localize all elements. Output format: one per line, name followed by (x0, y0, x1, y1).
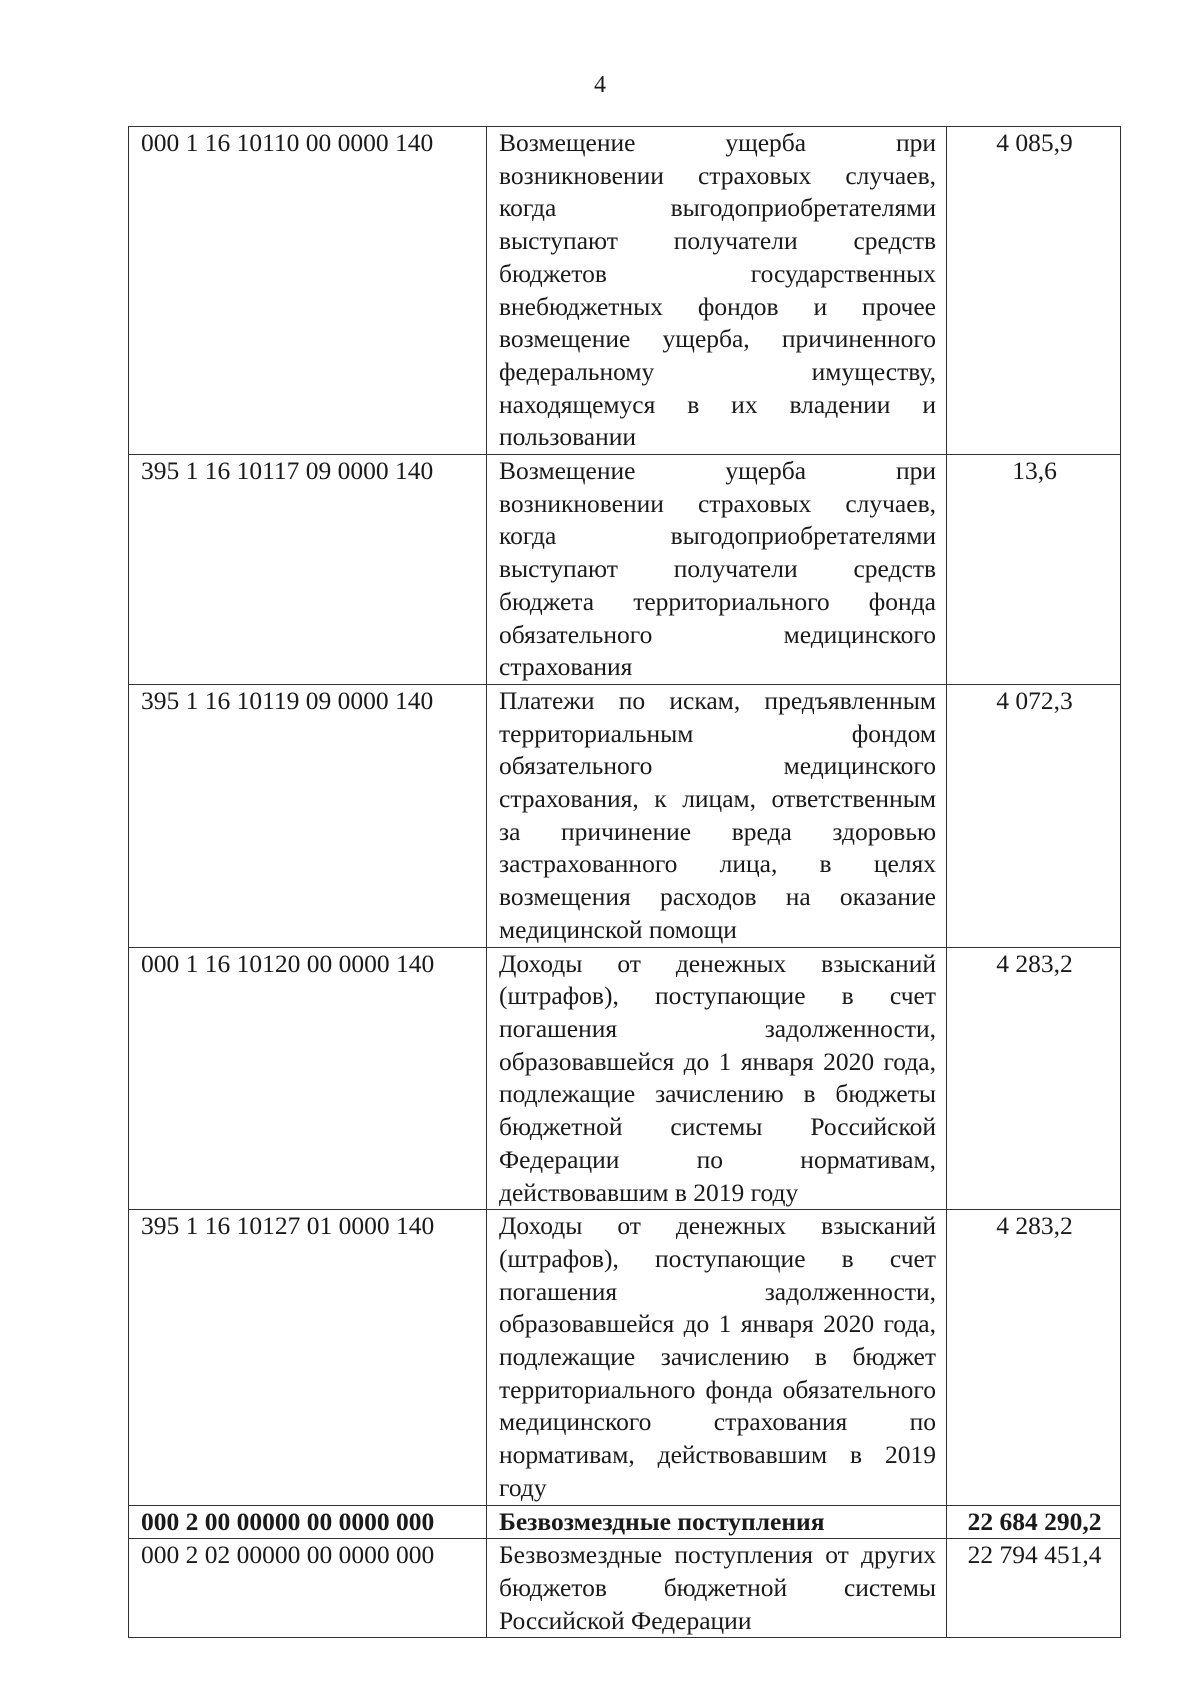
revenue-name-cell: Доходы от денежных взысканий (штрафов), поступающие в счет погашения задолженности, образовавшейся до 1 января 2020 года, подлежащие зачислению в бюджет территориального фонда обязательного медицинского страхования по нормативам, действовавшим в 2019 году (487, 1210, 947, 1505)
table-row (129, 947, 1121, 1210)
revenue-name-cell: Безвозмездные поступления от других бюджетов бюджетной системы Российской Федерации (487, 1539, 947, 1638)
amount-cell: 13,6 (947, 455, 1121, 685)
amount-cell: 4 283,2 (947, 947, 1121, 1210)
amount-cell: 4 072,3 (947, 684, 1121, 947)
budget-code-cell: 395 1 16 10117 09 0000 140 (129, 455, 487, 685)
table-row (129, 455, 1121, 685)
revenue-name-cell: Возмещение ущерба при возникновении страховых случаев, когда выгодоприобретателями выступают получатели средств бюджетов государственных внебюджетных фондов и прочее возмещение ущерба, причиненного федеральному имуществу, находящемуся в их владении и пользовании (487, 127, 947, 455)
table-row (129, 1539, 1121, 1638)
amount-cell: 4 085,9 (947, 127, 1121, 455)
page-number: 4 (594, 72, 606, 98)
budget-code-cell: 000 1 16 10110 00 0000 140 (129, 127, 487, 455)
revenue-name-cell: Платежи по искам, предъявленным территориальным фондом обязательного медицинского страхования, к лицам, ответственным за причинение вреда здоровью застрахованного лица, в целях возмещения расходов на оказание медицинской помощи (487, 684, 947, 947)
budget-code-cell: 000 2 02 00000 00 0000 000 (129, 1539, 487, 1638)
revenue-name-cell: Безвозмездные поступления (487, 1505, 947, 1539)
table-row (129, 684, 1121, 947)
amount-cell: 22 794 451,4 (947, 1539, 1121, 1638)
revenue-name-cell: Возмещение ущерба при возникновении страховых случаев, когда выгодоприобретателями выступают получатели средств бюджета территориального фонда обязательного медицинского страхования (487, 455, 947, 685)
budget-code-cell: 395 1 16 10127 01 0000 140 (129, 1210, 487, 1505)
budget-code-cell: 395 1 16 10119 09 0000 140 (129, 684, 487, 947)
budget-code-cell: 000 2 00 00000 00 0000 000 (129, 1505, 487, 1539)
revenue-name-cell: Доходы от денежных взысканий (штрафов), поступающие в счет погашения задолженности, образовавшейся до 1 января 2020 года, подлежащие зачислению в бюджеты бюджетной системы Российской Федерации по нормативам, действовавшим в 2019 году (487, 947, 947, 1210)
table-row (129, 127, 1121, 455)
table-row-total (129, 1505, 1121, 1539)
table-row (129, 1210, 1121, 1505)
budget-code-cell: 000 1 16 10120 00 0000 140 (129, 947, 487, 1210)
amount-cell: 22 684 290,2 (947, 1505, 1121, 1539)
amount-cell: 4 283,2 (947, 1210, 1121, 1505)
budget-revenue-table (128, 126, 1121, 1638)
